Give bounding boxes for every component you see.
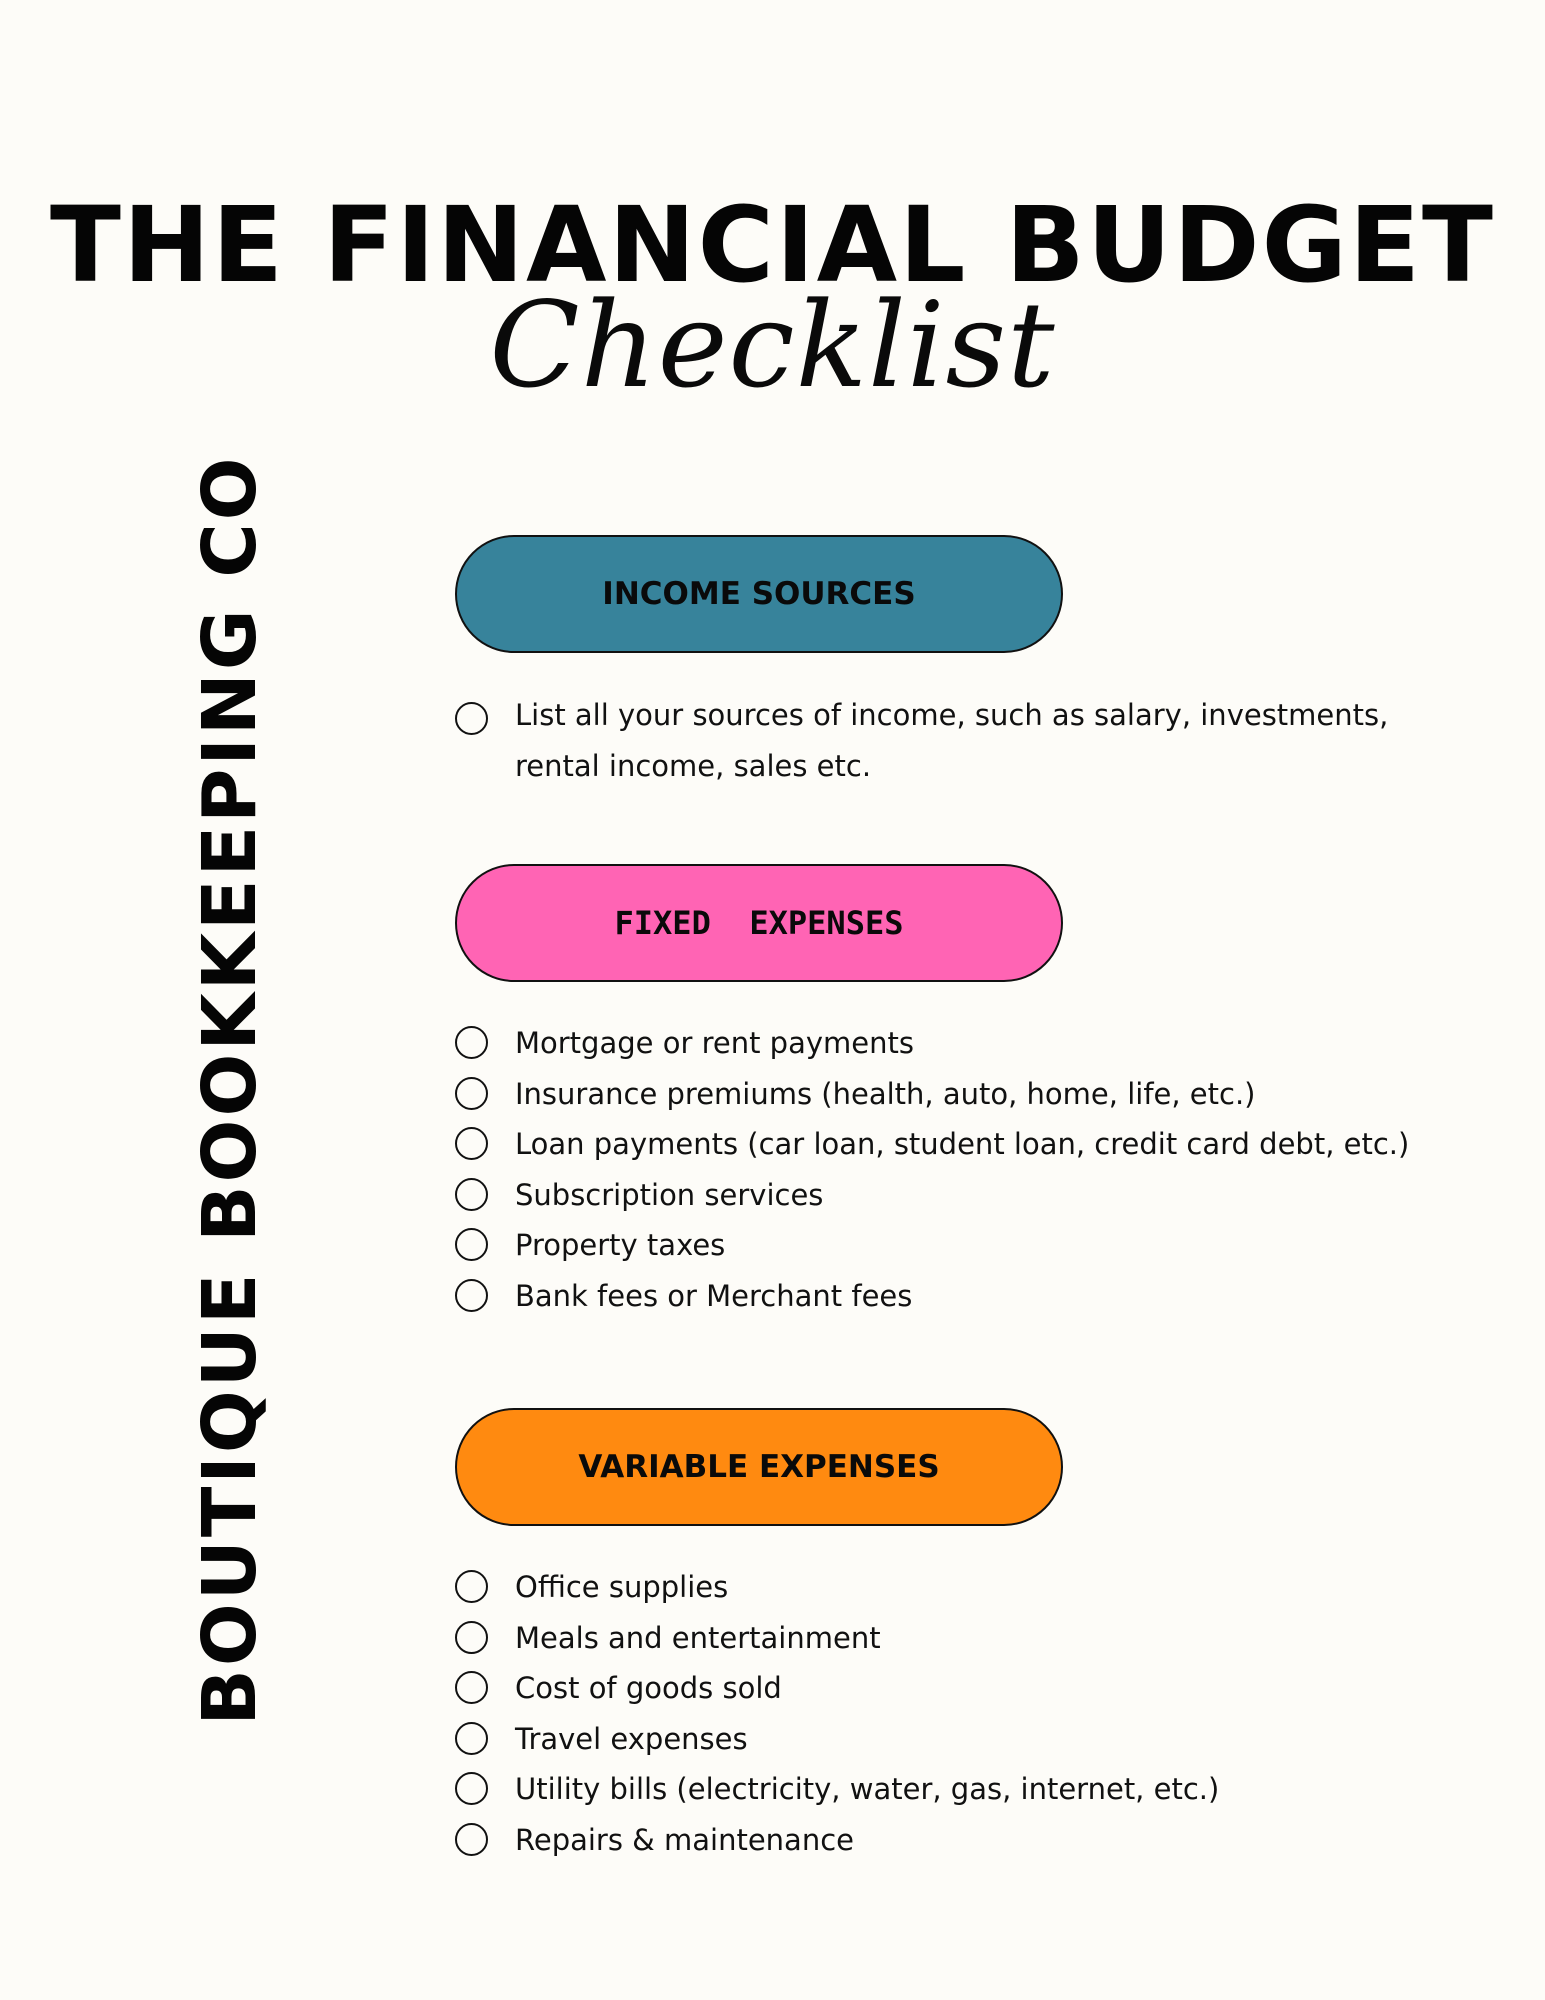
income-sources-list: [455, 690, 1415, 792]
checkbox-circle-icon[interactable]: [455, 1772, 488, 1805]
checkbox-circle-icon[interactable]: [455, 1823, 488, 1856]
checkbox-circle-icon[interactable]: [455, 1671, 488, 1704]
brand-name: BOUTIQUE BOOKKEEPING CO: [187, 454, 273, 1726]
checklist-item-label: Cost of goods sold: [515, 1671, 782, 1705]
checklist-item-label: Office supplies: [515, 1570, 729, 1604]
checkbox-circle-icon[interactable]: [455, 1279, 488, 1312]
checkbox-circle-icon[interactable]: [455, 1178, 488, 1211]
checklist-item-label: Repairs & maintenance: [515, 1822, 854, 1857]
checklist-item: [455, 1069, 1495, 1120]
checklist-item: [455, 1271, 1495, 1322]
page-title: THE FINANCIAL BUDGET: [50, 184, 1495, 306]
checklist-item-label: Mortgage or rent payments: [515, 1026, 914, 1060]
fixed-expenses-list: [455, 1018, 1495, 1321]
checkbox-circle-icon[interactable]: [455, 702, 488, 735]
checklist-item-label: Loan payments (car loan, student loan, credit card debt, etc.): [515, 1127, 1410, 1161]
checkbox-circle-icon[interactable]: [455, 1570, 488, 1603]
checklist-item-label: Subscription services: [515, 1177, 824, 1212]
checklist-item: [455, 690, 1415, 792]
checklist-item: [455, 1663, 1495, 1714]
checklist-item: [455, 1018, 1495, 1069]
checklist-item: [455, 1815, 1495, 1866]
checklist-item: [455, 1714, 1495, 1765]
checklist-item-label: List all your sources of income, such as salary, investments, rental income, sales etc.: [515, 698, 1389, 783]
variable-expenses-list: [455, 1562, 1495, 1865]
checklist-item-label: Property taxes: [515, 1228, 726, 1262]
income-sources-heading: INCOME SOURCES: [455, 535, 1063, 653]
checkbox-circle-icon[interactable]: [455, 1026, 488, 1059]
page-subtitle: Checklist: [489, 276, 1056, 414]
checklist-item-label: Bank fees or Merchant fees: [515, 1278, 913, 1313]
fixed-expenses-heading: FIXED EXPENSES: [455, 864, 1063, 982]
checklist-item-label: Travel expenses: [515, 1721, 748, 1756]
checklist-item: [455, 1613, 1495, 1664]
checkbox-circle-icon[interactable]: [455, 1722, 488, 1755]
checklist-item: [455, 1220, 1495, 1271]
checklist-item-label: Meals and entertainment: [515, 1620, 881, 1655]
checklist-item: [455, 1562, 1495, 1613]
checklist-item: [455, 1119, 1495, 1170]
checklist-item: [455, 1170, 1495, 1221]
checkbox-circle-icon[interactable]: [455, 1621, 488, 1654]
checkbox-circle-icon[interactable]: [455, 1077, 488, 1110]
checklist-item-label: Utility bills (electricity, water, gas, internet, etc.): [515, 1772, 1220, 1806]
checklist-item-label: Insurance premiums (health, auto, home, life, etc.): [515, 1076, 1256, 1111]
variable-expenses-heading: VARIABLE EXPENSES: [455, 1408, 1063, 1526]
checkbox-circle-icon[interactable]: [455, 1228, 488, 1261]
checkbox-circle-icon[interactable]: [455, 1127, 488, 1160]
checklist-item: [455, 1764, 1495, 1815]
